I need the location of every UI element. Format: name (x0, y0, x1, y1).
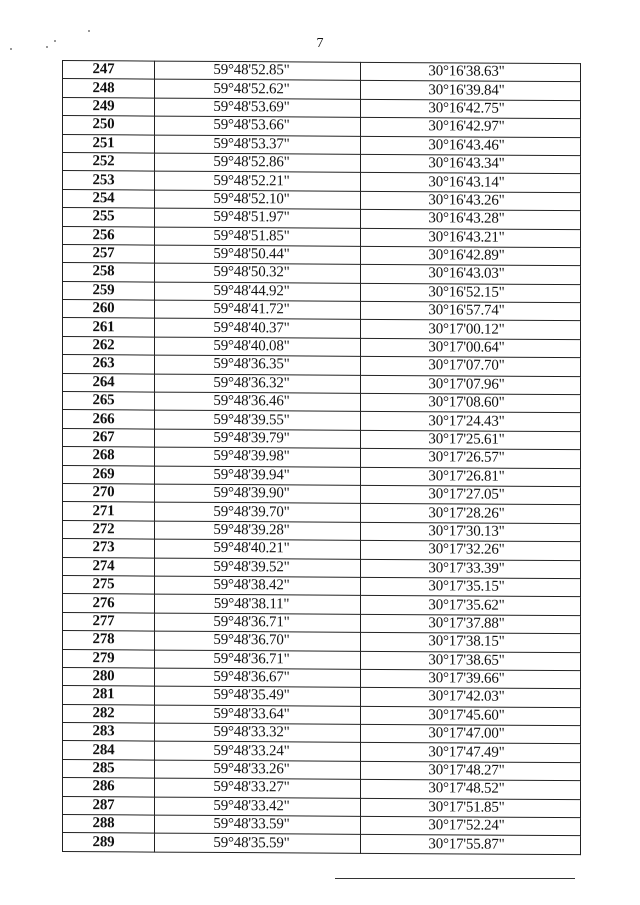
longitude-cell: 30°16'43.03" (361, 265, 581, 285)
latitude-cell: 59°48'33.27" (155, 778, 361, 798)
latitude-cell: 59°48'53.69" (155, 98, 361, 118)
latitude-cell: 59°48'38.42" (155, 576, 361, 596)
longitude-cell: 30°17'08.60" (361, 393, 581, 413)
point-number-cell: 270 (63, 483, 155, 502)
point-number-cell: 283 (63, 723, 155, 742)
point-number-cell: 277 (63, 612, 155, 631)
scan-speck (88, 30, 90, 32)
footer-line (335, 878, 575, 879)
point-number-cell: 287 (63, 796, 155, 815)
latitude-cell: 59°48'39.52" (155, 558, 361, 578)
longitude-cell: 30°17'51.85" (361, 798, 581, 818)
longitude-cell: 30°17'25.61" (361, 430, 581, 450)
latitude-cell: 59°48'51.85" (155, 227, 361, 247)
point-number-cell: 282 (63, 704, 155, 723)
longitude-cell: 30°17'24.43" (361, 412, 581, 432)
point-number-cell: 268 (63, 447, 155, 466)
longitude-cell: 30°17'39.66" (361, 669, 581, 689)
point-number-cell: 272 (63, 520, 155, 539)
latitude-cell: 59°48'39.28" (155, 521, 361, 541)
point-number-cell: 249 (63, 97, 155, 116)
scan-speck (46, 46, 48, 48)
point-number-cell: 284 (63, 741, 155, 760)
longitude-cell: 30°16'38.63" (361, 62, 581, 82)
latitude-cell: 59°48'39.55" (155, 410, 361, 430)
point-number-cell: 289 (63, 833, 155, 852)
point-number-cell: 267 (63, 428, 155, 447)
point-number-cell: 264 (63, 373, 155, 392)
latitude-cell: 59°48'39.98" (155, 447, 361, 467)
longitude-cell: 30°17'07.70" (361, 357, 581, 377)
longitude-cell: 30°16'42.97" (361, 117, 581, 137)
latitude-cell: 59°48'36.35" (155, 355, 361, 375)
longitude-cell: 30°16'42.75" (361, 99, 581, 119)
point-number-cell: 269 (63, 465, 155, 484)
longitude-cell: 30°17'38.65" (361, 651, 581, 671)
longitude-cell: 30°16'57.74" (361, 301, 581, 321)
latitude-cell: 59°48'36.71" (155, 613, 361, 633)
longitude-cell: 30°17'26.81" (361, 467, 581, 487)
point-number-cell: 256 (63, 226, 155, 245)
page-number: 7 (316, 36, 324, 51)
latitude-cell: 59°48'36.70" (155, 631, 361, 651)
latitude-cell: 59°48'35.59" (155, 833, 361, 853)
longitude-cell: 30°17'38.15" (361, 632, 581, 652)
point-number-cell: 260 (63, 300, 155, 319)
point-number-cell: 286 (63, 778, 155, 797)
latitude-cell: 59°48'52.85" (155, 61, 361, 81)
point-number-cell: 258 (63, 263, 155, 282)
latitude-cell: 59°48'33.26" (155, 760, 361, 780)
longitude-cell: 30°16'43.46" (361, 136, 581, 156)
longitude-cell: 30°17'32.26" (361, 540, 581, 560)
latitude-cell: 59°48'38.11" (155, 594, 361, 614)
latitude-cell: 59°48'36.32" (155, 374, 361, 394)
point-number-cell: 257 (63, 244, 155, 263)
scan-speck (54, 40, 56, 42)
point-number-cell: 259 (63, 281, 155, 300)
longitude-cell: 30°17'37.88" (361, 614, 581, 634)
longitude-cell: 30°16'43.14" (361, 173, 581, 193)
longitude-cell: 30°16'43.28" (361, 209, 581, 229)
latitude-cell: 59°48'33.59" (155, 815, 361, 835)
table-row (63, 833, 581, 855)
point-number-cell: 271 (63, 502, 155, 521)
longitude-cell: 30°16'43.26" (361, 191, 581, 211)
point-number-cell: 261 (63, 318, 155, 337)
longitude-cell: 30°17'35.15" (361, 577, 581, 597)
latitude-cell: 59°48'53.37" (155, 135, 361, 155)
longitude-cell: 30°17'26.57" (361, 449, 581, 469)
latitude-cell: 59°48'41.72" (155, 300, 361, 320)
longitude-cell: 30°17'00.64" (361, 338, 581, 358)
point-number-cell: 285 (63, 759, 155, 778)
longitude-cell: 30°17'48.52" (361, 780, 581, 800)
latitude-cell: 59°48'52.10" (155, 190, 361, 210)
longitude-cell: 30°16'52.15" (361, 283, 581, 303)
longitude-cell: 30°17'07.96" (361, 375, 581, 395)
longitude-cell: 30°17'55.87" (361, 835, 581, 855)
point-number-cell: 252 (63, 152, 155, 171)
point-number-cell: 273 (63, 539, 155, 558)
point-number-cell: 251 (63, 134, 155, 153)
longitude-cell: 30°16'43.21" (361, 228, 581, 248)
latitude-cell: 59°48'40.37" (155, 319, 361, 339)
longitude-cell: 30°17'52.24" (361, 816, 581, 836)
longitude-cell: 30°17'47.49" (361, 743, 581, 763)
point-number-cell: 281 (63, 686, 155, 705)
point-number-cell: 276 (63, 594, 155, 613)
latitude-cell: 59°48'52.62" (155, 79, 361, 99)
latitude-cell: 59°48'33.64" (155, 705, 361, 725)
point-number-cell: 254 (63, 189, 155, 208)
point-number-cell: 288 (63, 815, 155, 834)
latitude-cell: 59°48'39.94" (155, 466, 361, 486)
latitude-cell: 59°48'33.42" (155, 797, 361, 817)
latitude-cell: 59°48'39.70" (155, 502, 361, 522)
point-number-cell: 248 (63, 79, 155, 98)
longitude-cell: 30°17'00.12" (361, 320, 581, 340)
latitude-cell: 59°48'33.32" (155, 723, 361, 743)
longitude-cell: 30°17'30.13" (361, 522, 581, 542)
point-number-cell: 279 (63, 649, 155, 668)
point-number-cell: 255 (63, 208, 155, 227)
point-number-cell: 266 (63, 410, 155, 429)
latitude-cell: 59°48'36.71" (155, 650, 361, 670)
latitude-cell: 59°48'33.24" (155, 742, 361, 762)
point-number-cell: 262 (63, 336, 155, 355)
latitude-cell: 59°48'40.21" (155, 539, 361, 559)
latitude-cell: 59°48'39.79" (155, 429, 361, 449)
latitude-cell: 59°48'35.49" (155, 686, 361, 706)
latitude-cell: 59°48'52.21" (155, 171, 361, 191)
point-number-cell: 280 (63, 667, 155, 686)
longitude-cell: 30°17'47.00" (361, 724, 581, 744)
point-number-cell: 247 (63, 61, 155, 80)
latitude-cell: 59°48'40.08" (155, 337, 361, 357)
longitude-cell: 30°16'43.34" (361, 154, 581, 174)
latitude-cell: 59°48'36.46" (155, 392, 361, 412)
latitude-cell: 59°48'44.92" (155, 282, 361, 302)
latitude-cell: 59°48'50.44" (155, 245, 361, 265)
longitude-cell: 30°17'42.03" (361, 688, 581, 708)
point-number-cell: 253 (63, 171, 155, 190)
longitude-cell: 30°17'28.26" (361, 504, 581, 524)
latitude-cell: 59°48'36.67" (155, 668, 361, 688)
scan-speck (10, 48, 12, 50)
longitude-cell: 30°17'48.27" (361, 761, 581, 781)
point-number-cell: 250 (63, 116, 155, 135)
point-number-cell: 263 (63, 355, 155, 374)
longitude-cell: 30°16'42.89" (361, 246, 581, 266)
latitude-cell: 59°48'39.90" (155, 484, 361, 504)
longitude-cell: 30°17'33.39" (361, 559, 581, 579)
latitude-cell: 59°48'52.86" (155, 153, 361, 173)
coordinates-table-body (63, 61, 581, 855)
longitude-cell: 30°17'35.62" (361, 596, 581, 616)
point-number-cell: 278 (63, 631, 155, 650)
longitude-cell: 30°16'39.84" (361, 81, 581, 101)
coordinates-table (62, 60, 581, 855)
latitude-cell: 59°48'51.97" (155, 208, 361, 228)
point-number-cell: 275 (63, 575, 155, 594)
longitude-cell: 30°17'27.05" (361, 485, 581, 505)
latitude-cell: 59°48'50.32" (155, 263, 361, 283)
point-number-cell: 265 (63, 392, 155, 411)
point-number-cell: 274 (63, 557, 155, 576)
latitude-cell: 59°48'53.66" (155, 116, 361, 136)
longitude-cell: 30°17'45.60" (361, 706, 581, 726)
